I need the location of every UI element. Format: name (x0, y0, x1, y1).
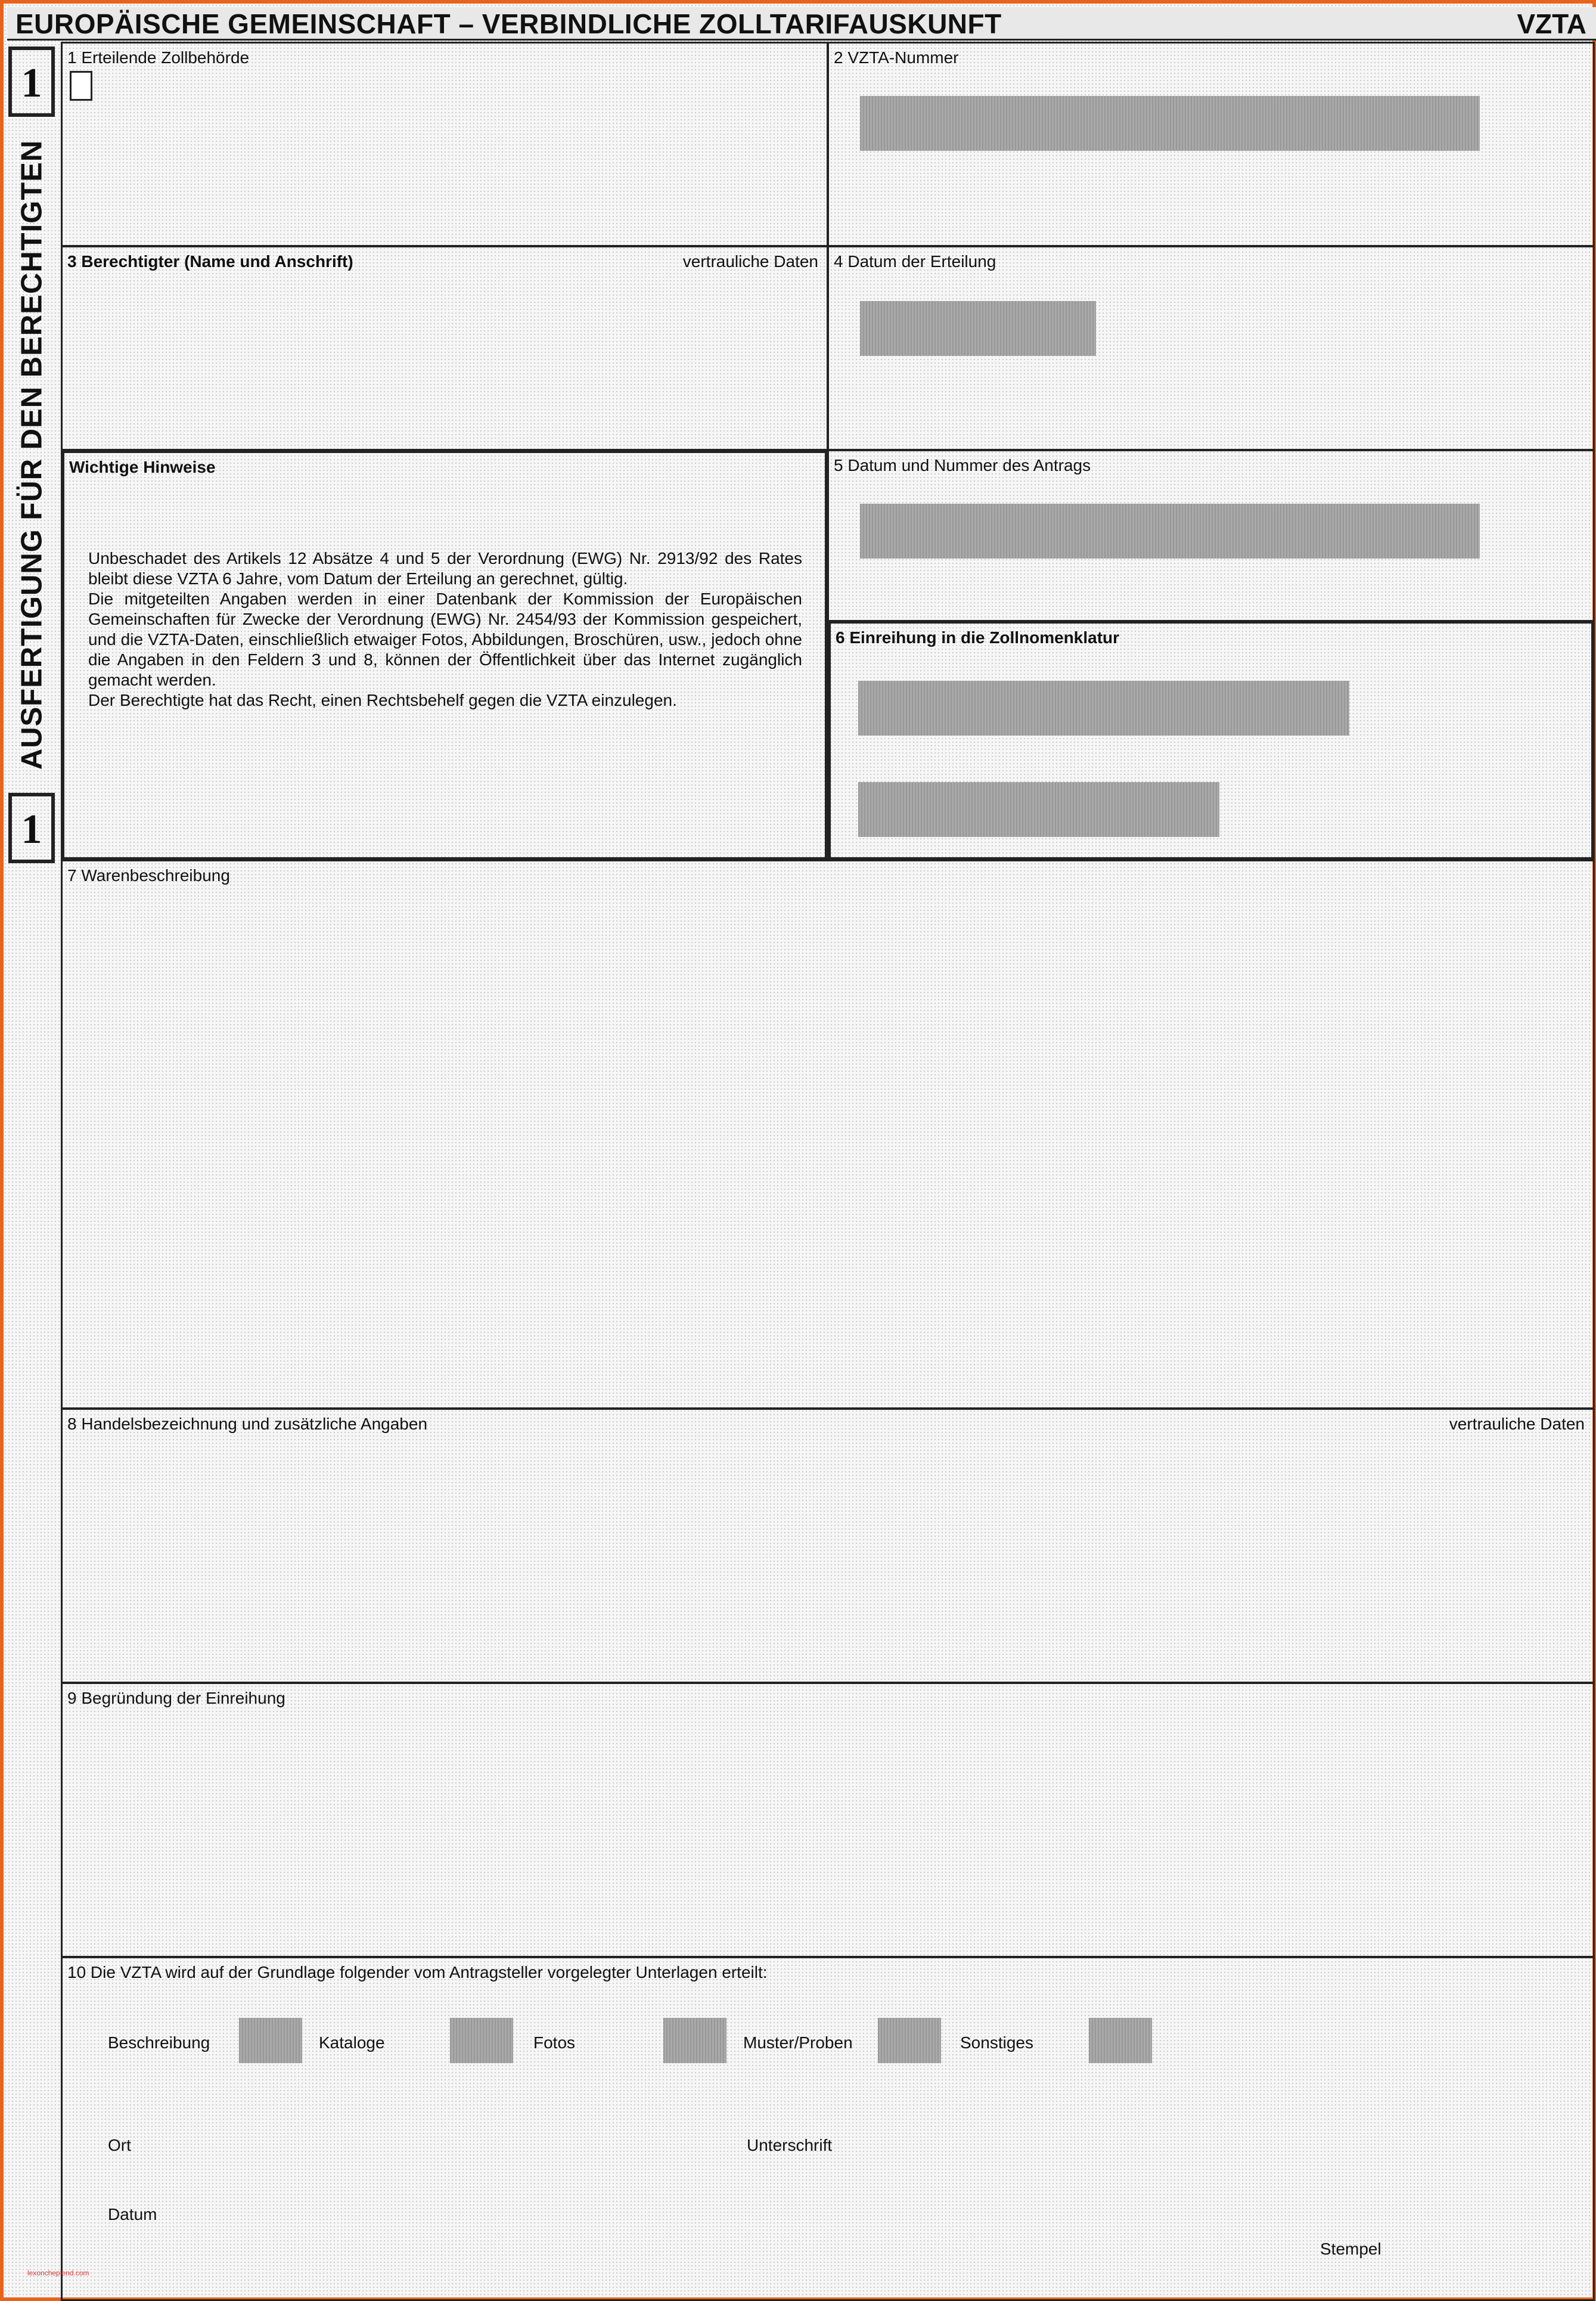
option-samples-box (878, 2018, 941, 2063)
field-9-justification (61, 1682, 1595, 1958)
form-title: EUROPÄISCHE GEMEINSCHAFT – VERBINDLICHE ZOLLTARIFAUSKUNFT (15, 8, 1002, 39)
field-10-label: 10 Die VZTA wird auf der Grundlage folgender vom Antragsteller vorgelegter Unterlagen erteilt: (67, 1963, 768, 1981)
field-2-vzta-number (827, 42, 1595, 247)
title-bar (7, 7, 1596, 41)
field-3-confidential-note: vertrauliche Daten (682, 252, 818, 271)
option-description-label: Beschreibung (108, 2033, 210, 2052)
field-6-nomenclature (827, 620, 1595, 861)
redacted-classification-detail (858, 782, 1219, 837)
copy-number-bottom: 1 (8, 793, 55, 863)
copy-number-top: 1 (8, 46, 55, 117)
notes-paragraph-3: Der Berechtigte hat das Recht, einen Rechtsbehelf gegen die VZTA einzulegen. (88, 691, 677, 709)
redacted-application-data (860, 504, 1480, 559)
field-9-label: 9 Begründung der Einreihung (67, 1689, 285, 1707)
place-label: Ort (108, 2136, 131, 2154)
field-2-label: 2 VZTA-Nummer (834, 48, 959, 67)
option-catalogues-box (450, 2018, 513, 2063)
field-1-label: 1 Erteilende Zollbehörde (67, 48, 250, 67)
important-notes-label: Wichtige Hinweise (69, 458, 216, 476)
date-label: Datum (108, 2205, 157, 2224)
redacted-vzta-number (860, 96, 1480, 151)
field-7-label: 7 Warenbeschreibung (67, 866, 230, 885)
notes-paragraph-2: Die mitgeteilten Angaben werden in einer Datenbank der Kommission der Europäischen Gemeinschaften für Zwecke der Verordnung (EWG) Nr. 2454/93 der Kommission gespeichert, und die VZTA-Daten, einschließlich etwaiger Fotos, Abbildungen, Broschüren, usw., jedoch ohne die Angaben in den Feldern 3 und 8, können der Öffentlichkeit über das Internet zugänglich gemacht werden. (88, 590, 802, 689)
option-samples-label: Muster/Proben (743, 2033, 853, 2052)
field-5-application (827, 449, 1595, 622)
watermark-text: lexoncheplend.com (27, 2269, 89, 2277)
field-8-trade-name (61, 1408, 1595, 1683)
field-4-label: 4 Datum der Erteilung (834, 252, 996, 271)
option-other-box (1089, 2018, 1152, 2063)
redacted-issue-date (860, 301, 1096, 356)
field-7-goods-description (61, 860, 1595, 1409)
option-catalogues-label: Kataloge (319, 2033, 385, 2052)
field-4-date-of-issue (827, 246, 1595, 451)
field-8-confidential-note: vertrauliche Daten (1449, 1415, 1585, 1433)
option-other-label: Sonstiges (960, 2033, 1033, 2052)
field-1-issuing-authority (61, 42, 828, 247)
important-notes-text (88, 548, 802, 711)
field-3-holder (61, 246, 828, 451)
copy-caption-container (8, 130, 55, 780)
field-6-label: 6 Einreihung in die Zollnomenklatur (836, 628, 1120, 647)
important-notes (61, 449, 828, 861)
field-10-documents (61, 1956, 1595, 2301)
checkbox-empty-icon (70, 71, 92, 101)
field-8-label: 8 Handelsbezeichnung und zusätzliche Angaben (67, 1415, 428, 1433)
form-code: VZTA (1517, 8, 1586, 39)
option-photos-label: Fotos (533, 2033, 576, 2052)
option-description-box (239, 2018, 302, 2063)
signature-label: Unterschrift (747, 2136, 833, 2154)
stamp-label: Stempel (1320, 2240, 1381, 2258)
field-5-label: 5 Datum und Nummer des Antrags (834, 456, 1091, 475)
field-3-label: 3 Berechtigter (Name und Anschrift) (67, 252, 353, 271)
copy-caption: AUSFERTIGUNG FÜR DEN BERECHTIGTEN (15, 139, 48, 770)
option-photos-box (663, 2018, 726, 2063)
notes-paragraph-1: Unbeschadet des Artikels 12 Absätze 4 und 5 der Verordnung (EWG) Nr. 2913/92 des Rates bleibt diese VZTA 6 Jahre, vom Datum der Erteilung an gerechnet, gültig. (88, 549, 802, 588)
redacted-classification-code (858, 681, 1349, 736)
